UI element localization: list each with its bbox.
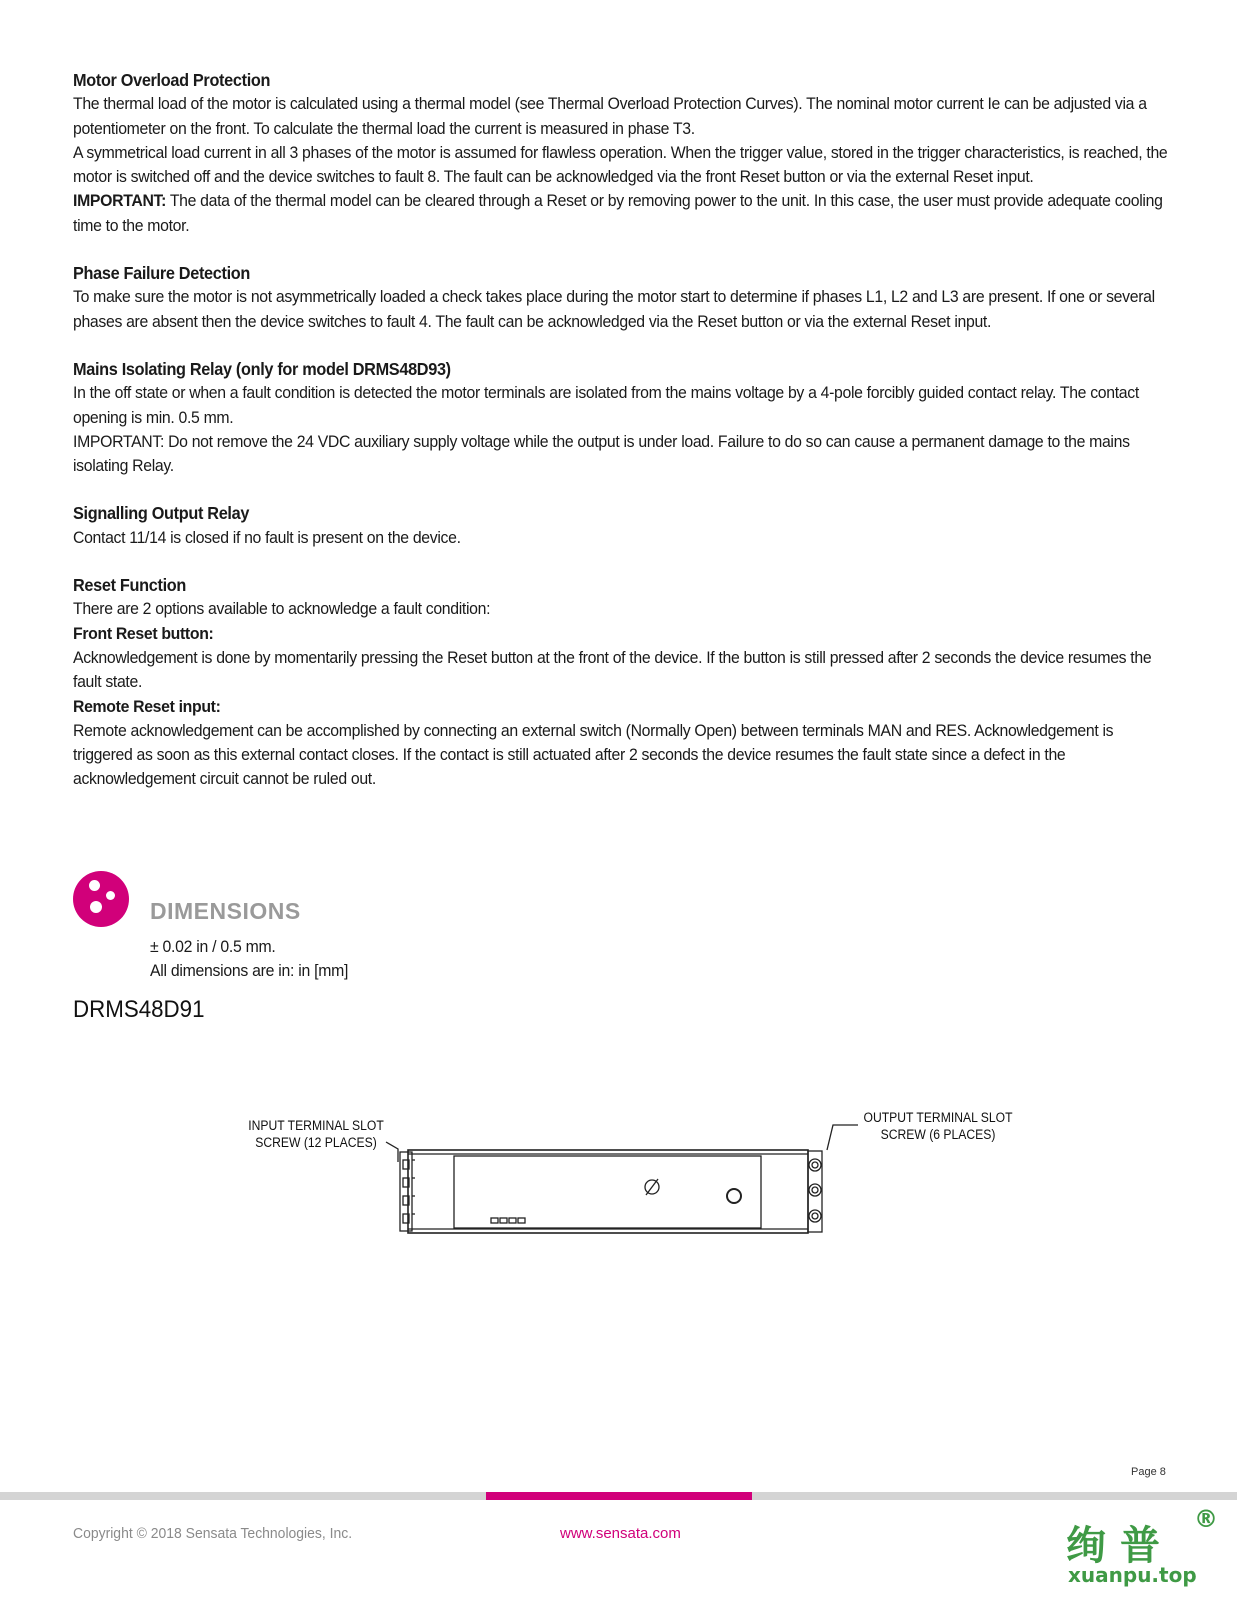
subheading: Front Reset button: bbox=[73, 623, 214, 643]
callout-line: SCREW (6 PLACES) bbox=[880, 1127, 996, 1142]
led-icon bbox=[509, 1218, 516, 1223]
led-icon bbox=[491, 1218, 498, 1223]
registered-mark: ® bbox=[1194, 1505, 1218, 1533]
footer-accent-bar bbox=[486, 1492, 752, 1500]
terminal-screw-icon bbox=[809, 1159, 821, 1171]
dimensions-title: DIMENSIONS bbox=[150, 898, 301, 924]
led-icon bbox=[500, 1218, 507, 1223]
subheading: Remote Reset input: bbox=[73, 696, 221, 716]
paragraph: Remote acknowledgement can be accomplished by connecting an external switch (Normally Open) between terminals MAN and RES. Acknowledgement is triggered as soon as this external contact closes. If the contact is still actuated after 2 seconds the device resumes the fault state since a defect in the acknowledgement circuit cannot be ruled out. bbox=[73, 720, 1114, 789]
paragraph: There are 2 options available to acknowledge a fault condition: bbox=[73, 599, 491, 619]
input-terminal-block bbox=[400, 1152, 412, 1231]
section-heading: Mains Isolating Relay (only for model DRMS48D93) bbox=[73, 358, 451, 379]
section-heading: Phase Failure Detection bbox=[73, 263, 251, 284]
output-leader bbox=[827, 1125, 858, 1150]
section-heading: Signalling Output Relay bbox=[73, 503, 250, 524]
tolerance-note: ± 0.02 in / 0.5 mm. bbox=[150, 937, 276, 956]
page-number: Page 8 bbox=[1131, 1466, 1166, 1478]
terminal-screw-icon bbox=[809, 1184, 821, 1196]
paragraph: IMPORTANT: Do not remove the 24 VDC auxiliary supply voltage while the output is under load. Failure to do so can cause a permanent damage to the mains isolating Relay. bbox=[73, 431, 1130, 476]
paragraph: To make sure the motor is not asymmetrically loaded a check takes place during the motor start to determine if phases L1, L2 and L3 are present. If one or several phases are absent then the device switches to fault 4. The fault can be acknowledged via the Reset button or via the external Reset input. bbox=[73, 287, 1155, 331]
front-panel bbox=[454, 1156, 761, 1228]
callout-line: SCREW (12 PLACES) bbox=[255, 1135, 377, 1150]
paragraph: In the off state or when a fault condition is detected the motor terminals are isolated from the mains voltage by a 4-pole forcibly guided contact relay. The contact opening is min. 0.5 mm. bbox=[73, 383, 1139, 427]
device-body bbox=[408, 1150, 808, 1233]
model-title: DRMS48D91 bbox=[73, 996, 205, 1023]
paragraph: Acknowledgement is done by momentarily pressing the Reset button at the front of the device. If the button is still pressed after 2 seconds the device resumes the fault state. bbox=[73, 647, 1152, 692]
terminal-screw-icon bbox=[809, 1210, 821, 1222]
watermark-logo-en: xuanpu.top bbox=[1068, 1563, 1197, 1587]
paragraph: The thermal load of the motor is calculated using a thermal model (see Thermal Overload Protection Curves). The nominal motor current Ie can be adjusted via a potentiometer on the front. To calculate the thermal load the current is measured in phase T3. bbox=[73, 94, 1147, 138]
copyright-text: Copyright © 2018 Sensata Technologies, Inc. bbox=[73, 1525, 353, 1542]
website-link[interactable]: www.sensata.com bbox=[560, 1525, 681, 1542]
led-icon bbox=[518, 1218, 525, 1223]
units-note: All dimensions are in: in [mm] bbox=[150, 961, 349, 980]
callout-line: INPUT TERMINAL SLOT bbox=[248, 1118, 384, 1133]
important-text: The data of the thermal model can be cleared through a Reset or by removing power to the unit. In this case, the user must provide adequate cooling time to the motor. bbox=[73, 191, 1163, 235]
reset-button-icon bbox=[727, 1189, 741, 1203]
important-label: IMPORTANT: bbox=[73, 191, 167, 211]
paragraph: Contact 11/14 is closed if no fault is present on the device. bbox=[73, 527, 461, 547]
callout-line: OUTPUT TERMINAL SLOT bbox=[863, 1110, 1013, 1125]
watermark-logo-cn: 绚普 bbox=[1066, 1523, 1174, 1569]
paragraph: A symmetrical load current in all 3 phases of the motor is assumed for flawless operation. When the trigger value, stored in the trigger characteristics, is reached, the motor is switched off and the device switches to fault 8. The fault can be acknowledged via the front Reset button or via the external Reset input. bbox=[73, 142, 1168, 187]
section-heading: Reset Function bbox=[73, 575, 186, 596]
input-leader bbox=[386, 1142, 398, 1162]
section-heading: Motor Overload Protection bbox=[73, 70, 271, 90]
